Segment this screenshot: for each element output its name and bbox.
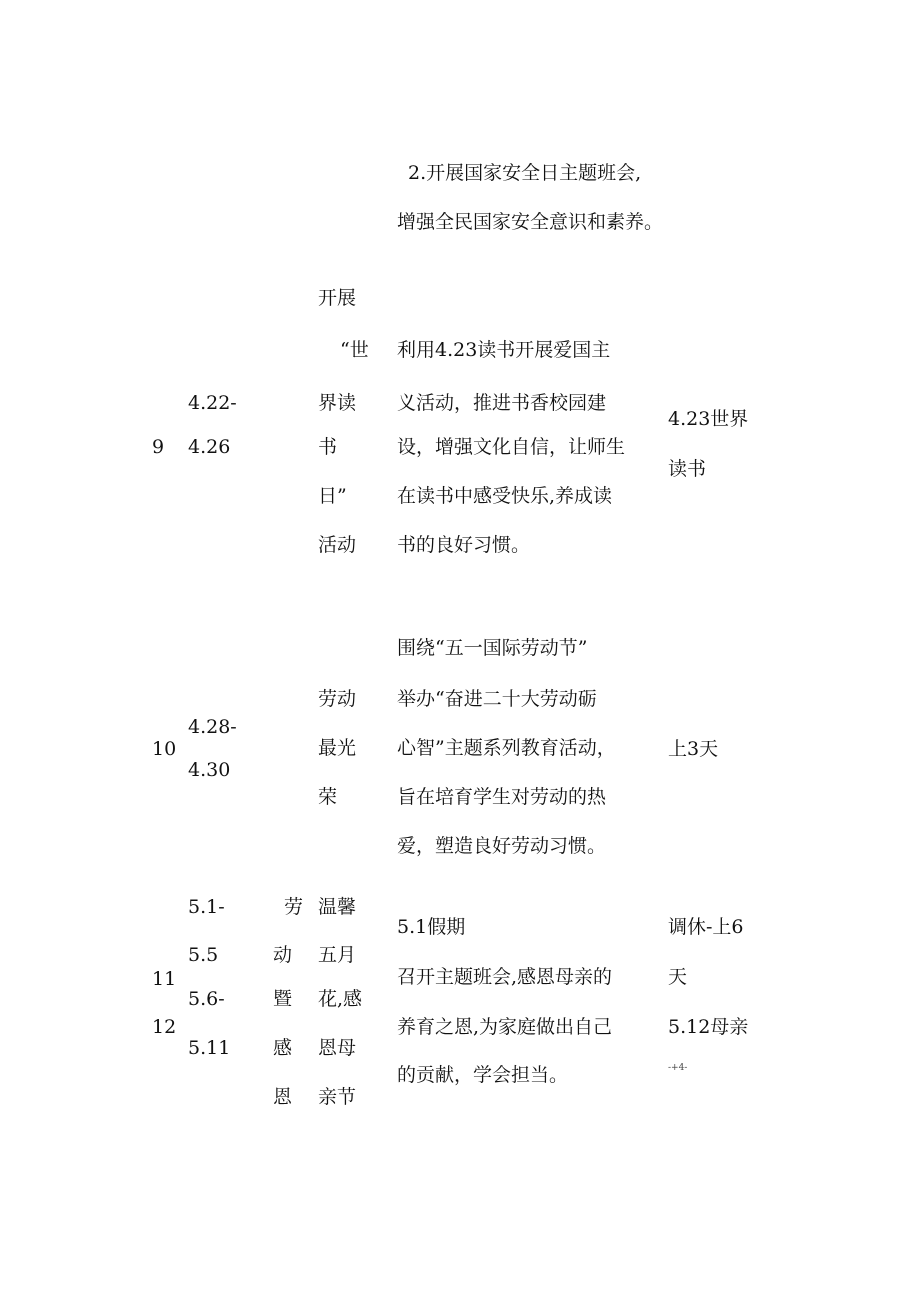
theme-line: 花,感 bbox=[318, 988, 363, 1010]
content-line: 书的良好习惯。 bbox=[397, 534, 531, 556]
category-line: 暨 bbox=[273, 988, 293, 1010]
theme-line: 最光 bbox=[318, 737, 357, 759]
category-line: 感 bbox=[273, 1037, 293, 1059]
date-range-line: 4.22- bbox=[188, 392, 237, 414]
content-line: 举办“奋进二十大劳动砺 bbox=[397, 688, 597, 710]
row-number: 11 bbox=[152, 968, 177, 990]
note-line: 调休-上6 bbox=[668, 916, 744, 938]
theme-line: 界读 bbox=[318, 392, 357, 414]
theme-line: “世 bbox=[340, 339, 369, 361]
row-number: 10 bbox=[152, 738, 177, 760]
theme-line: 五月 bbox=[318, 944, 357, 966]
content-line: 的贡献，学会担当。 bbox=[397, 1064, 569, 1086]
content-line: 义活动，推进书香校园建 bbox=[397, 392, 607, 414]
theme-line: 开展 bbox=[318, 287, 357, 309]
note-line: -+4- bbox=[668, 1063, 688, 1073]
row-number: 9 bbox=[152, 436, 165, 458]
content-line: 在读书中感受快乐,养成读 bbox=[397, 485, 613, 507]
theme-line: 亲节 bbox=[318, 1086, 357, 1108]
note-line: 读书 bbox=[668, 458, 707, 480]
category-line: 恩 bbox=[273, 1086, 293, 1108]
theme-line: 活动 bbox=[318, 534, 357, 556]
content-line: 利用4.23读书开展爱国主 bbox=[397, 339, 611, 361]
date-range-line: 5.11 bbox=[188, 1037, 231, 1059]
date-range-line: 4.30 bbox=[188, 759, 231, 781]
date-range-line: 5.6- bbox=[188, 988, 225, 1010]
date-range-line: 5.1- bbox=[188, 896, 225, 918]
intro-line-2: 增强全民国家安全意识和素养。 bbox=[397, 211, 664, 233]
content-line: 围绕“五一国际劳动节” bbox=[397, 637, 588, 659]
note-line: 5.12母亲 bbox=[668, 1016, 749, 1038]
content-line: 心智”主题系列教育活动， bbox=[397, 737, 616, 759]
content-line: 召开主题班会,感恩母亲的 bbox=[397, 966, 613, 988]
date-range-line: 4.26 bbox=[188, 436, 231, 458]
row-number: 12 bbox=[152, 1016, 177, 1038]
note-line: 天 bbox=[668, 966, 688, 988]
theme-line: 日” bbox=[318, 485, 347, 507]
intro-line-1: 2.开展国家安全日主题班会, bbox=[408, 162, 642, 184]
content-line: 爱，塑造良好劳动习惯。 bbox=[397, 835, 607, 857]
date-range-line: 4.28- bbox=[188, 716, 237, 738]
category-line: 动 bbox=[273, 944, 293, 966]
content-line: 养育之恩,为家庭做出自己 bbox=[397, 1016, 613, 1038]
note-line: 4.23世界 bbox=[668, 408, 749, 430]
date-range-line: 5.5 bbox=[188, 944, 219, 966]
theme-line: 温馨 bbox=[318, 896, 357, 918]
content-line: 5.1假期 bbox=[397, 916, 466, 938]
category-line: 劳 bbox=[284, 896, 304, 918]
theme-line: 恩母 bbox=[318, 1037, 357, 1059]
note-line: 上3天 bbox=[668, 738, 719, 760]
theme-line: 劳动 bbox=[318, 688, 357, 710]
content-line: 旨在培育学生对劳动的热 bbox=[397, 786, 607, 808]
theme-line: 书 bbox=[318, 436, 338, 458]
content-line: 设，增强文化自信，让师生 bbox=[397, 436, 626, 458]
theme-line: 荣 bbox=[318, 786, 338, 808]
